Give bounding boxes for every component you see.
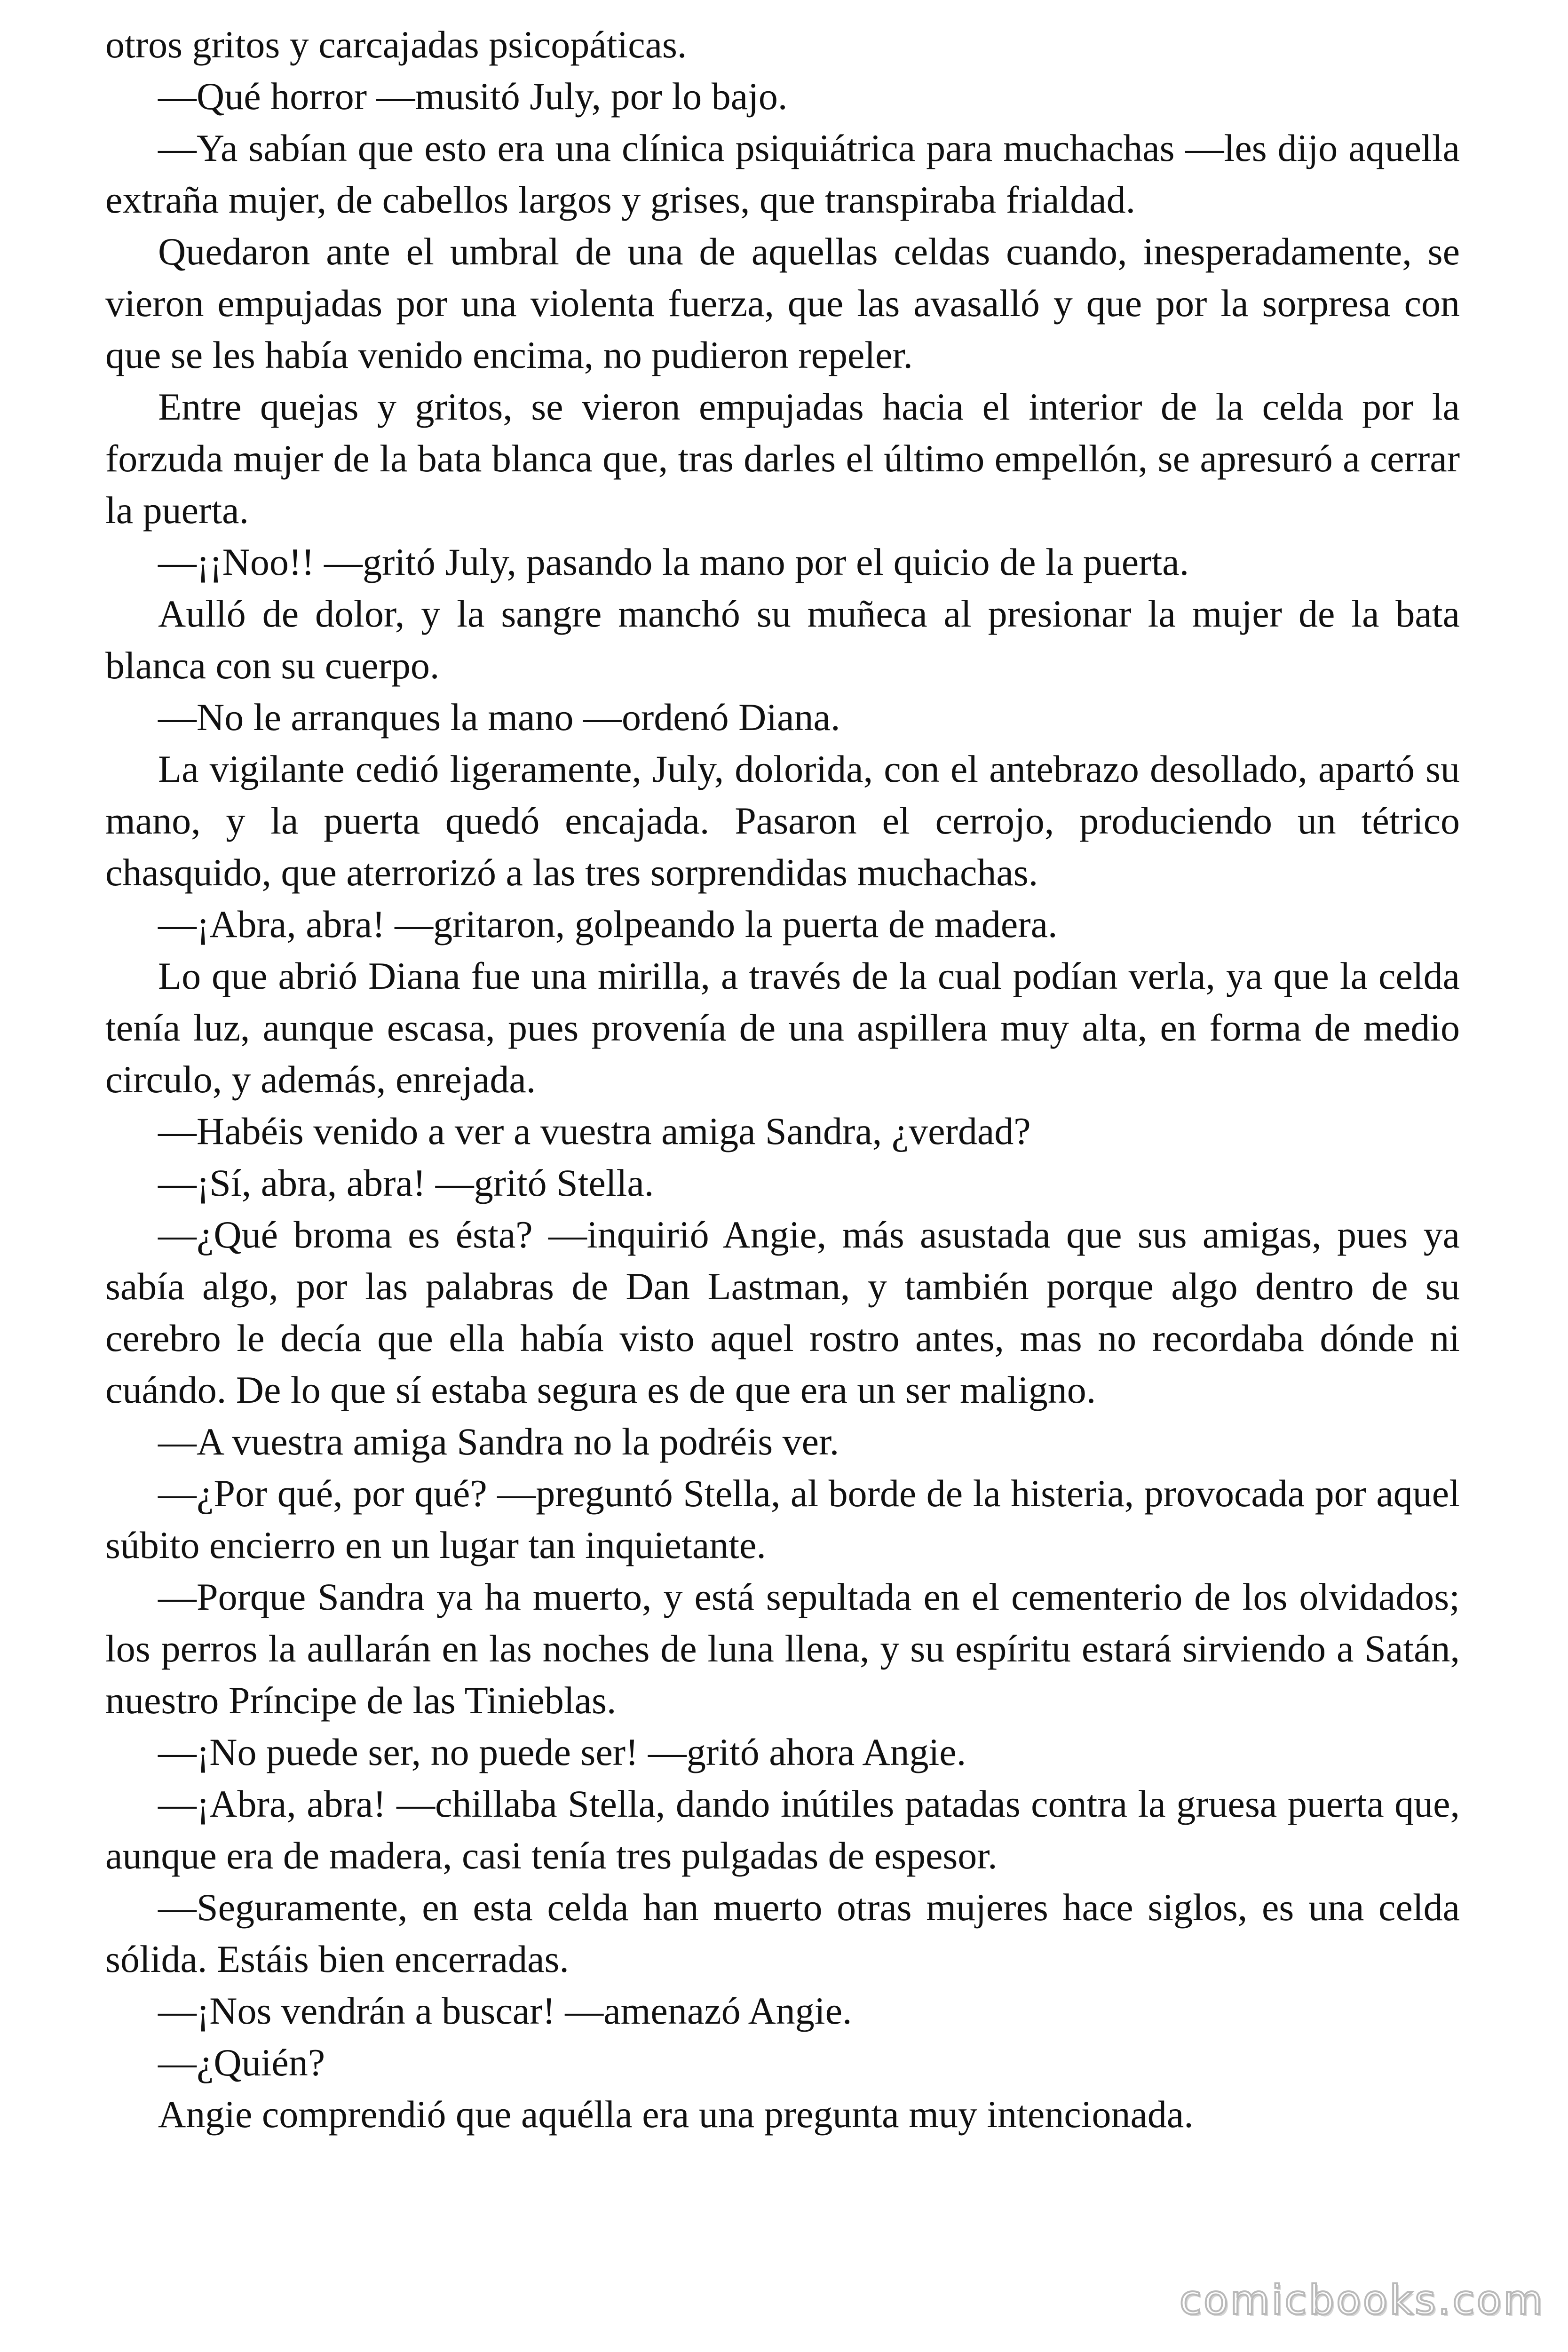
paragraph: —No le arranques la mano —ordenó Diana. [158, 696, 840, 739]
paragraph: Aulló de dolor, y la sangre manchó su muñeca al presionar la mujer de la bata blanca con su cuerpo. [105, 592, 1460, 687]
paragraph: Lo que abrió Diana fue una mirilla, a través de la cual podían verla, ya que la celda tenía luz, aunque escasa, pues provenía de una aspillera muy alta, en forma de medio circulo, y además, enrejada. [105, 954, 1460, 1101]
paragraph: —¡Abra, abra! —chillaba Stella, dando inútiles patadas contra la gruesa puerta que, aunque era de madera, casi tenía tres pulgadas de espesor. [105, 1782, 1460, 1877]
watermark-logo: comicbooks.com [1179, 2277, 1544, 2324]
paragraph: —Ya sabían que esto era una clínica psiquiátrica para muchachas —les dijo aquella extraña mujer, de cabellos largos y grises, que transpiraba frialdad. [105, 127, 1460, 221]
paragraph: —¡Sí, abra, abra! —gritó Stella. [158, 1161, 654, 1204]
paragraph: otros gritos y carcajadas psicopáticas. [105, 23, 687, 66]
paragraph: —A vuestra amiga Sandra no la podréis ver. [158, 1420, 839, 1463]
paragraph: Quedaron ante el umbral de una de aquellas celdas cuando, inesperadamente, se vieron empujadas por una violenta fuerza, que las avasalló y que por la sorpresa con que se les había venido encima, no pudieron repeler. [105, 230, 1460, 376]
paragraph: —Habéis venido a ver a vuestra amiga Sandra, ¿verdad? [158, 1110, 1031, 1152]
paragraph: Angie comprendió que aquélla era una pregunta muy intencionada. [158, 2093, 1194, 2136]
paragraph: —¡¡Noo!! —gritó July, pasando la mano por el quicio de la puerta. [158, 540, 1189, 583]
paragraph: —¡No puede ser, no puede ser! —gritó ahora Angie. [158, 1731, 966, 1773]
paragraph: —¡Nos vendrán a buscar! —amenazó Angie. [158, 1989, 852, 2032]
paragraph: —¿Por qué, por qué? —preguntó Stella, al borde de la histeria, provocada por aquel súbito encierro en un lugar tan inquietante. [105, 1472, 1460, 1566]
book-page [105, 19, 1460, 2305]
paragraph: —¿Quién? [158, 2041, 325, 2084]
page-body-text [105, 19, 1460, 2140]
paragraph: —Seguramente, en esta celda han muerto otras mujeres hace siglos, es una celda sólida. Estáis bien encerradas. [105, 1886, 1460, 1980]
paragraph: Entre quejas y gritos, se vieron empujadas hacia el interior de la celda por la forzuda mujer de la bata blanca que, tras darles el último empellón, se apresuró a cerrar la puerta. [105, 385, 1460, 532]
paragraph: La vigilante cedió ligeramente, July, dolorida, con el antebrazo desollado, apartó su mano, y la puerta quedó encajada. Pasaron el cerrojo, produciendo un tétrico chasquido, que aterrorizó a las tres sorprendidas muchachas. [105, 747, 1460, 894]
paragraph: —Porque Sandra ya ha muerto, y está sepultada en el cementerio de los olvidados; los perros la aullarán en las noches de luna llena, y su espíritu estará sirviendo a Satán, nuestro Príncipe de las Tinieblas. [105, 1575, 1460, 1722]
paragraph: —¿Qué broma es ésta? —inquirió Angie, más asustada que sus amigas, pues ya sabía algo, por las palabras de Dan Lastman, y también porque algo dentro de su cerebro le decía que ella había visto aquel rostro antes, mas no recordaba dónde ni cuándo. De lo que sí estaba segura es de que era un ser maligno. [105, 1213, 1460, 1411]
paragraph: —¡Abra, abra! —gritaron, golpeando la puerta de madera. [158, 903, 1058, 946]
paragraph: —Qué horror —musitó July, por lo bajo. [158, 75, 788, 118]
